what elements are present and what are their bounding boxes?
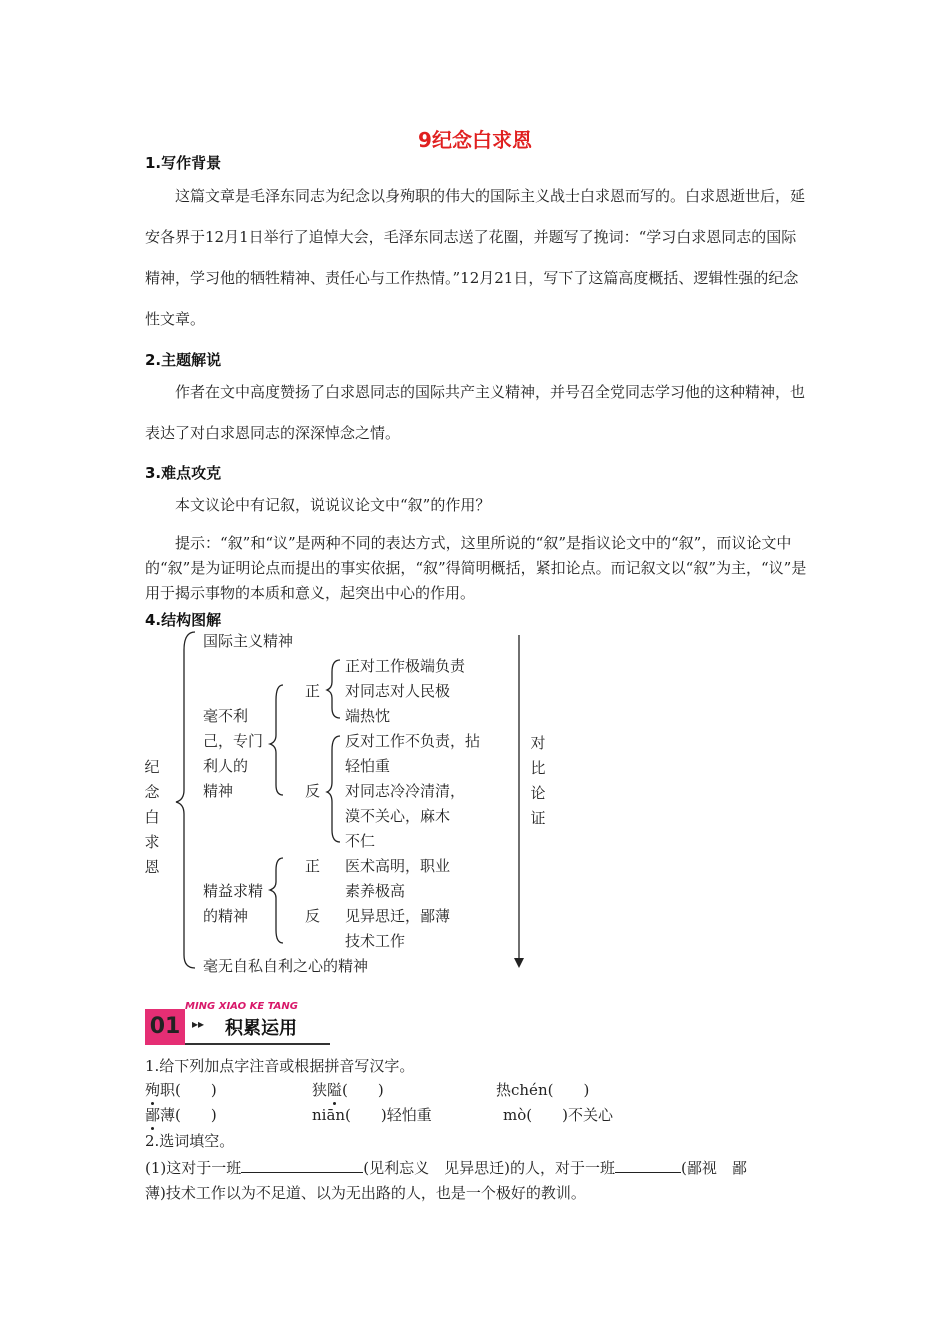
fan-1-line4: 漠不关心，麻木	[345, 807, 451, 825]
label-zheng-1: 正	[305, 682, 321, 700]
dotted-char: 鄙	[145, 1106, 161, 1124]
item-text: (见利忘义 见异思迁)的人，对于一班	[363, 1159, 615, 1177]
branch-selfless-line2: 己，专门	[203, 732, 264, 750]
fan-2-line1: 见异思迁，鄙薄	[345, 907, 451, 925]
branch-excellence-line1: 精益求精	[203, 882, 264, 900]
fan-1-line5: 不仁	[345, 832, 376, 850]
exercise-1-stem: 1.给下列加点字注音或根据拼音写汉字。	[145, 1057, 415, 1075]
item-text: 职( )	[160, 1081, 217, 1099]
banner-underline	[185, 1043, 330, 1045]
root-char-2: 念	[144, 783, 160, 801]
double-arrow-icon: ▸▸	[192, 1017, 205, 1031]
branch-selfless-line4: 精神	[203, 782, 234, 800]
branch-excellence-line2: 的精神	[203, 907, 249, 925]
answer-blank-2[interactable]	[615, 1158, 681, 1173]
theme-paragraph: 作者在文中高度赞扬了白求恩同志的国际共产主义精神，并号召全党同志学习他的这种精神，也表达了对白求恩同志的深深悼念之情。	[145, 383, 806, 442]
banner-label: 积累运用	[225, 1018, 297, 1039]
answer-blank-1[interactable]	[241, 1158, 363, 1173]
side-label-char-3: 论	[530, 784, 546, 802]
branch-unselfish: 毫无自私自利之心的精神	[203, 957, 369, 975]
zheng-2-line1: 医术高明，职业	[345, 857, 451, 875]
item-text: 薄( )	[160, 1106, 217, 1124]
fan-1-line3: 对同志冷冷清清，	[345, 782, 466, 800]
section-heading-structure: 4.结构图解	[145, 611, 222, 629]
label-fan-1: 反	[305, 782, 321, 800]
branch-selfless-line3: 利人的	[203, 757, 249, 775]
item-text: 狭	[312, 1081, 328, 1099]
label-zheng-2: 正	[305, 857, 321, 875]
exercise-1-item-1	[145, 1079, 217, 1100]
exercise-2-line-2: 薄)技术工作以为不足道、以为无出路的人，也是一个极好的教训。	[145, 1184, 586, 1202]
zheng-2-line2: 素养极高	[345, 882, 406, 900]
zheng-1-line2: 对同志对人民极	[345, 682, 451, 700]
exercise-1-item-4	[145, 1104, 217, 1125]
side-label-char-4: 证	[530, 809, 546, 827]
difficulty-hint: 提示：“叙”和“议”是两种不同的表达方式，这里所说的“叙”是指议论文中的“叙”，而议论文中的“叙”是为证明论点而提出的事实依据，“叙”得简明概括，紧扣论点。而记叙文以“叙”为主，“议”是用于揭示事物的本质和意义，起突出中心的作用。	[145, 534, 807, 602]
branch-selfless-line1: 毫不利	[203, 707, 249, 725]
exercise-1-item-3: 热chén( )	[496, 1081, 590, 1099]
root-char-4: 求	[144, 833, 160, 851]
banner-number: 01	[145, 1009, 185, 1045]
item-text: (1)这对于一班	[145, 1159, 242, 1177]
difficulty-question: 本文议论中有记叙，说说议论文中“叙”的作用？	[175, 496, 491, 514]
fan-1-line2: 轻怕重	[345, 757, 391, 775]
section-heading-background: 1.写作背景	[145, 154, 222, 172]
section-banner	[145, 1001, 330, 1047]
exercise-2-stem: 2.选词填空。	[145, 1132, 235, 1150]
dotted-char: 隘	[327, 1081, 343, 1099]
side-label-char-1: 对	[530, 734, 546, 752]
page-title: 9纪念白求恩	[418, 128, 532, 152]
root-char-3: 白	[144, 808, 160, 826]
exercise-1-item-2	[312, 1079, 384, 1100]
section-heading-difficulty: 3.难点攻克	[145, 464, 222, 482]
background-paragraph: 这篇文章是毛泽东同志为纪念以身殉职的伟大的国际主义战士白求恩而写的。白求恩逝世后，延安各界于12月1日举行了追悼大会，毛泽东同志送了花圈，并题写了挽词：“学习白求恩同志的国际精神，学习他的牺牲精神、责任心与工作热情。”12月21日，写下了这篇高度概括、逻辑性强的纪念性文章。	[145, 187, 806, 328]
dotted-char: 殉	[145, 1081, 161, 1099]
item-text: ( )	[342, 1081, 384, 1099]
exercise-1-item-5: niān( )轻怕重	[312, 1106, 432, 1124]
label-fan-2: 反	[305, 907, 321, 925]
fan-2-line2: 技术工作	[345, 932, 406, 950]
zheng-1-line3: 端热忱	[345, 707, 391, 725]
branch-international: 国际主义精神	[203, 632, 294, 650]
fan-1-line1: 反对工作不负责，拈	[345, 732, 481, 750]
exercise-2-line-1	[145, 1157, 747, 1178]
zheng-1-line1: 正对工作极端负责	[345, 657, 466, 675]
section-heading-theme: 2.主题解说	[145, 351, 222, 369]
arrow-head	[514, 958, 524, 968]
banner-top-text: MING XIAO KE TANG	[185, 1001, 298, 1012]
root-char-5: 恩	[144, 858, 160, 876]
side-label-char-2: 比	[530, 759, 546, 777]
root-char-1: 纪	[144, 758, 160, 776]
exercise-1-item-6: mò( )不关心	[503, 1106, 613, 1124]
item-text: (鄙视 鄙	[680, 1159, 747, 1177]
